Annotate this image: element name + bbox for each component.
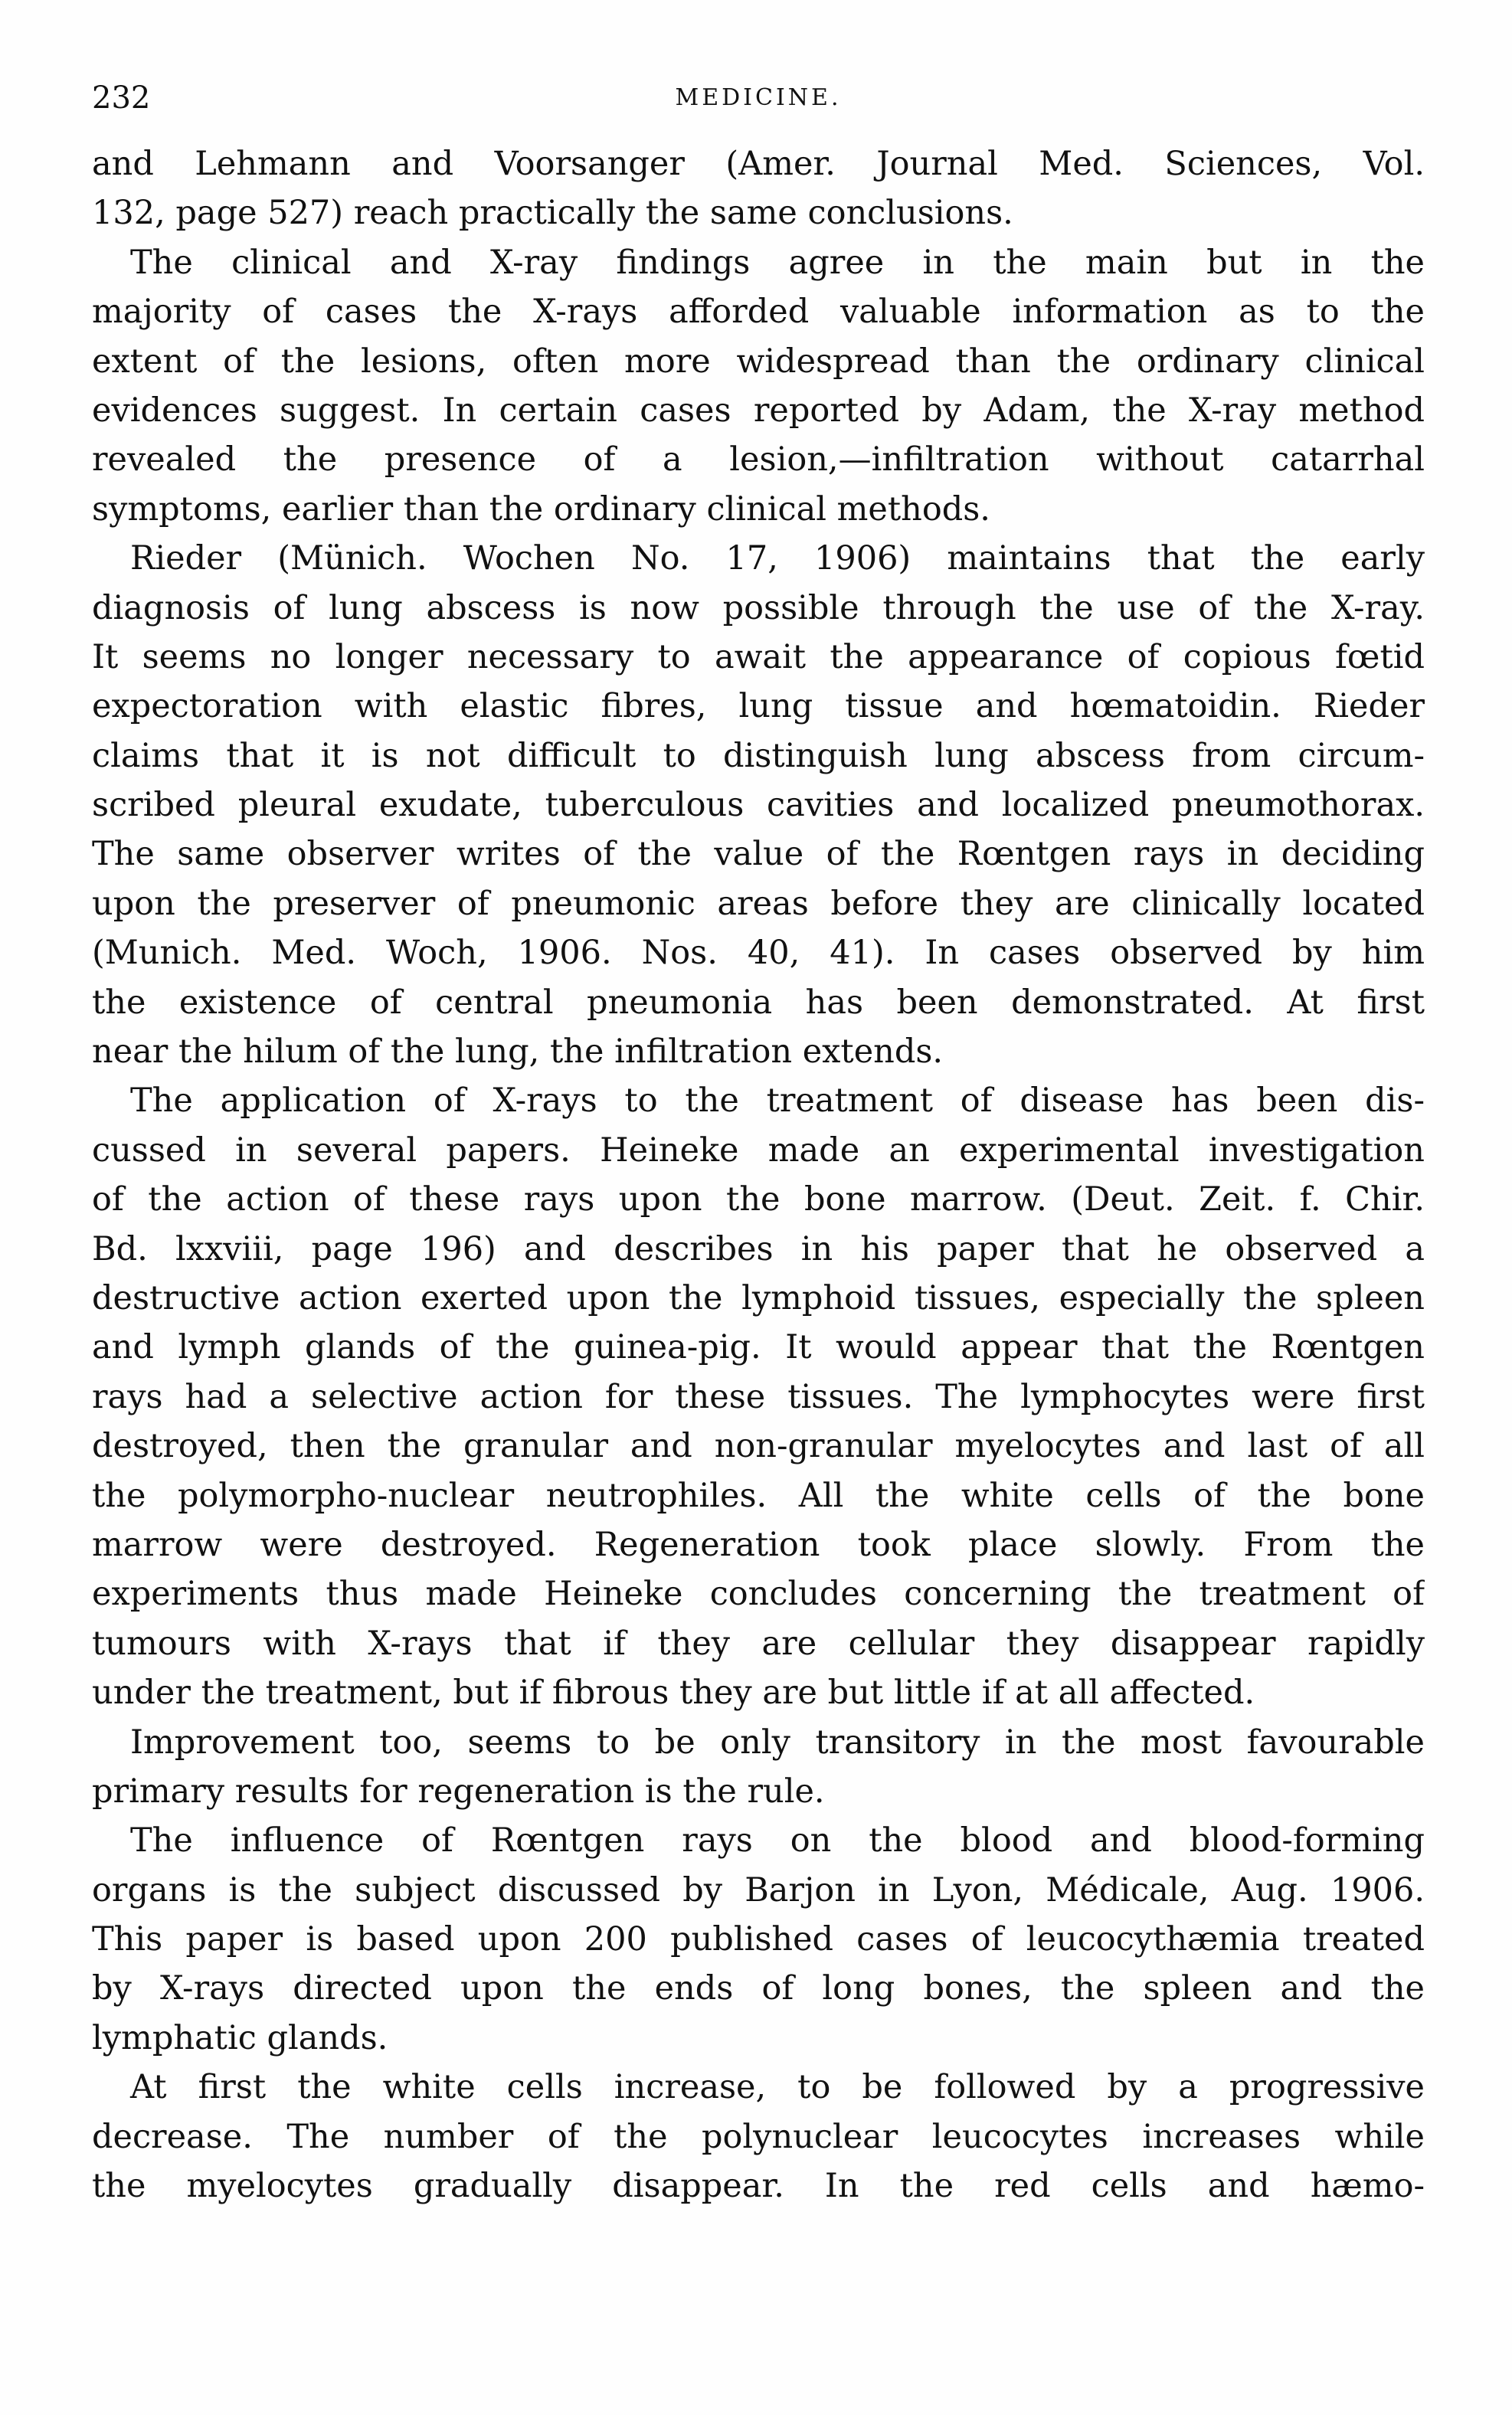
text-line: diagnosis of lung abscess is now possible through the use of the X-ray.: [92, 588, 1425, 627]
text-line: It seems no longer necessary to await the appearance of copious fœtid: [92, 637, 1425, 676]
text-line: The application of X-rays to the treatment of disease has been dis-: [130, 1082, 1425, 1121]
text-line: At first the white cells increase, to be followed by a progressive: [130, 2068, 1425, 2107]
text-line: under the treatment, but if fibrous they are but little if at all affected.: [92, 1674, 1255, 1713]
page-header: [92, 75, 1425, 121]
text-line: Rieder (Münich. Wochen No. 17, 1906) maintains that the early: [130, 539, 1425, 578]
text-line: Bd. lxxviii, page 196) and describes in his paper that he observed a: [92, 1229, 1425, 1268]
text-line: near the hilum of the lung, the infiltration extends.: [92, 1032, 944, 1072]
text-line: destructive action exerted upon the lymphoid tissues, especially the spleen: [92, 1278, 1425, 1317]
text-line: the myelocytes gradually disappear. In the red cells and hæmo-: [92, 2167, 1425, 2206]
text-line: cussed in several papers. Heineke made an experimental investigation: [92, 1131, 1425, 1170]
page-number: 232: [92, 80, 151, 116]
text-line: primary results for regeneration is the rule.: [92, 1772, 825, 1811]
text-line: and lymph glands of the guinea-pig. It would appear that the Rœntgen: [92, 1328, 1425, 1367]
text-line: scribed pleural exudate, tuberculous cavities and localized pneumothorax.: [92, 786, 1425, 825]
text-line: revealed the presence of a lesion,—infiltration without catarrhal: [92, 440, 1425, 479]
text-line: decrease. The number of the polynuclear leucocytes increases while: [92, 2117, 1425, 2156]
text-line: (Munich. Med. Woch, 1906. Nos. 40, 41). In cases observed by him: [92, 934, 1425, 973]
text-line: upon the preserver of pneumonic areas before they are clinically located: [92, 884, 1425, 923]
text-line: and Lehmann and Voorsanger (Amer. Journal Med. Sciences, Vol.: [92, 145, 1425, 183]
text-line: by X-rays directed upon the ends of long bones, the spleen and the: [92, 1969, 1425, 2008]
text-line: of the action of these rays upon the bone marrow. (Deut. Zeit. f. Chir.: [92, 1180, 1425, 1219]
text-line: The influence of Rœntgen rays on the blood and blood-forming: [130, 1821, 1425, 1860]
text-line: majority of cases the X-rays afforded valuable information as to the: [92, 293, 1425, 332]
text-line: organs is the subject discussed by Barjon in Lyon, Médicale, Aug. 1906.: [92, 1870, 1425, 1909]
text-line: The same observer writes of the value of the Rœntgen rays in deciding: [92, 835, 1425, 874]
text-line: The clinical and X-ray findings agree in the main but in the: [130, 243, 1425, 282]
text-line: the polymorpho-nuclear neutrophiles. All the white cells of the bone: [92, 1476, 1425, 1515]
text-line: extent of the lesions, often more widespread than the ordinary clinical: [92, 342, 1425, 381]
text-line: expectoration with elastic fibres, lung tissue and hœmatoidin. Rieder: [92, 687, 1425, 726]
text-line: lymphatic glands.: [92, 2018, 388, 2057]
body-text: [92, 139, 1425, 2210]
text-line: claims that it is not difficult to distinguish lung abscess from circum-: [92, 736, 1425, 775]
text-line: the existence of central pneumonia has been demonstrated. At first: [92, 983, 1425, 1022]
running-head: MEDICINE.: [675, 84, 842, 111]
text-line: rays had a selective action for these tissues. The lymphocytes were first: [92, 1377, 1425, 1416]
text-line: symptoms, earlier than the ordinary clinical methods.: [92, 489, 990, 528]
text-line: experiments thus made Heineke concludes concerning the treatment of: [92, 1575, 1425, 1614]
text-line: marrow were destroyed. Regeneration took place slowly. From the: [92, 1525, 1425, 1564]
text-line: destroyed, then the granular and non-granular myelocytes and last of all: [92, 1427, 1425, 1466]
text-line: This paper is based upon 200 published cases of leucocythæmia treated: [92, 1920, 1425, 1959]
text-line: evidences suggest. In certain cases reported by Adam, the X-ray method: [92, 391, 1425, 430]
text-line: Improvement too, seems to be only transitory in the most favourable: [130, 1723, 1425, 1762]
text-line: tumours with X-rays that if they are cellular they disappear rapidly: [92, 1624, 1425, 1663]
text-line: 132, page 527) reach practically the same conclusions.: [92, 194, 1013, 233]
